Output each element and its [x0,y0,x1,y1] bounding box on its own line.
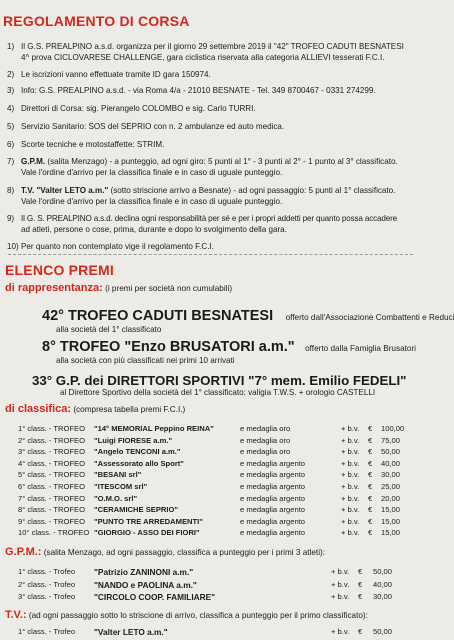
medal-cell: e medaglia argento [240,505,306,514]
position-cell: 6° class. - TROFEO [18,482,86,491]
bv-cell: + b.v. [331,592,350,601]
trophy-sub: alla società del 1° classificato [56,325,162,334]
bv-cell: + b.v. [331,580,350,589]
rule-item: 7) G.P.M. (salita Menzago) - a punteggio, ad ogni giro: 5 punti al 1° - 3 punti al 2° - 1 punto al 3° classificato. [7,157,398,166]
position-cell: 1° class. - TROFEO [18,424,86,433]
amount-cell: 15,00 [381,528,401,537]
trophy-item: 33° G.P. dei DIRETTORI SPORTIVI "7° mem. Emilio FEDELI" [32,373,407,388]
position-cell: 2° class. - TROFEO [18,436,86,445]
rule-item: 3) Info: G.S. PREALPINO a.s.d. - via Roma 4/a - 21010 BESNATE - Tel. 349 8700467 - 0331 274299. [7,86,376,95]
rule-item: 4) Direttori di Corsa: sig. Pierangelo COLOMBO e sig. Carlo TURRI. [7,104,256,113]
rule-item: 9) Il G. S. PREALPINO a.s.d. declina ogni responsabilità per sé e per i propri addetti per quanto possa accadere [7,214,397,223]
bv-cell: + b.v. [341,424,360,433]
amount-cell: 50,00 [373,567,393,576]
gpm-heading: G.P.M.: (salita Menzago, ad ogni passaggio, classifica a punteggio per i primi 3 atleti): [5,546,326,558]
tv-heading: T.V.: (ad ogni passaggio sotto lo striscione di arrivo, classifica a punteggio per il primo classificato): [5,609,368,621]
rule-item: 5) Servizio Sanitario: SOS del SEPRIO con n. 2 ambulanze ed auto medica. [7,122,285,131]
position-cell: 1° class. - Trofeo [18,567,76,576]
position-cell: 7° class. - TROFEO [18,494,86,503]
position-cell: 4° class. - TROFEO [18,459,86,468]
bv-cell: + b.v. [341,517,360,526]
medal-cell: e medaglia argento [240,482,306,491]
medal-cell: e medaglia oro [240,447,291,456]
trophy-name-cell: "PUNTO TRE ARREDAMENTI" [94,517,203,526]
rule-item: 1) Il G.S. PREALPINO a.s.d. organizza per il giorno 29 settembre 2019 il "42" TROFEO CADUTI BESNATESI [7,42,404,51]
currency-cell: € [368,482,373,491]
bv-cell: + b.v. [331,627,350,636]
trophy-name-cell: "Assessorato allo Sport" [94,459,184,468]
position-cell: 3° class. - Trofeo [18,592,76,601]
currency-cell: € [368,436,373,445]
trophy-name-cell: "Angelo TENCONI a.m." [94,447,181,456]
rule-item: 10) Per quanto non contemplato vige il regolamento F.C.I. [7,242,215,251]
currency-cell: € [368,528,373,537]
trophy-name-cell: "NANDO e PAOLINA a.m." [94,580,197,590]
amount-cell: 50,00 [373,627,393,636]
currency-cell: € [368,470,373,479]
bv-cell: + b.v. [341,494,360,503]
amount-cell: 40,00 [373,580,393,589]
trophy-item: 8° TROFEO "Enzo BRUSATORI a.m." offerto dalla Famiglia Brusatori [42,339,416,355]
trophy-name-cell: "BESANI srl" [94,470,142,479]
medal-cell: e medaglia argento [240,528,306,537]
bv-cell: + b.v. [341,505,360,514]
medal-cell: e medaglia argento [240,470,306,479]
section-divider [8,254,413,255]
currency-cell: € [368,459,373,468]
rule-item: 6) Scorte tecniche e motostaffette: STRIM. [7,140,165,149]
medal-cell: e medaglia argento [240,517,306,526]
medal-cell: e medaglia argento [240,494,306,503]
bv-cell: + b.v. [341,470,360,479]
bv-cell: + b.v. [331,567,350,576]
trophy-name-cell: "GIORGIO - ASSO DEI FIORI" [94,528,200,537]
rule-item: 8) T.V. "Valter LETO a.m." (sotto striscione arrivo a Besnate) - ad ogni passaggio: 5 punti al 1° classificato. [7,186,396,195]
currency-cell: € [358,580,363,589]
position-cell: 10° class. - TROFEO [18,528,90,537]
position-cell: 5° class. - TROFEO [18,470,86,479]
position-cell: 9° class. - TROFEO [18,517,86,526]
trophy-sub: alla società con più classificati nei primi 10 arrivati [56,356,235,365]
amount-cell: 50,00 [381,447,401,456]
bv-cell: + b.v. [341,436,360,445]
amount-cell: 100,00 [381,424,405,433]
amount-cell: 30,00 [381,470,401,479]
trophy-name-cell: "Patrizio ZANINONI a.m." [94,567,194,577]
regolamento-title: REGOLAMENTO DI CORSA [3,13,190,29]
position-cell: 1° class. - Trofeo [18,627,76,636]
trophy-sub: al Direttore Sportivo della società del 1° classificato: valigia T.W.S. + orologio CASTELLI [60,388,376,397]
rule-line: ad atleti, persone o cose, prima, durante e dopo lo svolgimento della gara. [21,225,287,234]
currency-cell: € [368,424,373,433]
currency-cell: € [358,592,363,601]
position-cell: 2° class. - Trofeo [18,580,76,589]
bv-cell: + b.v. [341,482,360,491]
medal-cell: e medaglia oro [240,424,291,433]
amount-cell: 40,00 [381,459,401,468]
currency-cell: € [368,505,373,514]
trophy-name-cell: "Valter LETO a.m." [94,627,168,637]
bv-cell: + b.v. [341,447,360,456]
trophy-name-cell: "CERAMICHE SEPRIO" [94,505,178,514]
amount-cell: 30,00 [373,592,393,601]
rule-line: Vale l'ordine d'arrivo per la classifica finale e in caso di uguale punteggio. [21,197,283,206]
position-cell: 8° class. - TROFEO [18,505,86,514]
position-cell: 3° class. - TROFEO [18,447,86,456]
classifica-heading: di classifica: (compresa tabella premi F.C.I.) [5,403,186,415]
currency-cell: € [358,567,363,576]
trophy-name-cell: "CIRCOLO COOP. FAMILIARE" [94,592,216,602]
amount-cell: 75,00 [381,436,401,445]
currency-cell: € [368,447,373,456]
rule-line: 4^ prova CICLOVARESE CHALLENGE, gara ciclistica riservata alla categoria ALLIEVI tesserati F.C.I. [21,53,385,62]
amount-cell: 15,00 [381,505,401,514]
rappresentanza-heading: di rappresentanza: (i premi per società non cumulabili) [5,282,233,294]
currency-cell: € [368,517,373,526]
rule-item: 2) Le iscrizioni vanno effettuate tramite ID gara 150974. [7,70,211,79]
currency-cell: € [368,494,373,503]
currency-cell: € [358,627,363,636]
trophy-item: 42° TROFEO CADUTI BESNATESI offerto dall'Associazione Combattenti e Reduci [42,308,454,324]
trophy-name-cell: "O.M.O. srl" [94,494,138,503]
rule-line: Vale l'ordine d'arrivo per la classifica finale e in caso di uguale punteggio. [21,168,283,177]
trophy-name-cell: "ITESCOM srl" [94,482,148,491]
bv-cell: + b.v. [341,528,360,537]
trophy-name-cell: "14° MEMORIAL Peppino REINA" [94,424,214,433]
amount-cell: 15,00 [381,517,401,526]
prizes-title: ELENCO PREMI [5,262,114,278]
bv-cell: + b.v. [341,459,360,468]
medal-cell: e medaglia argento [240,459,306,468]
medal-cell: e medaglia oro [240,436,291,445]
amount-cell: 25,00 [381,482,401,491]
trophy-name-cell: "Luigi FIORESE a.m." [94,436,173,445]
amount-cell: 20,00 [381,494,401,503]
